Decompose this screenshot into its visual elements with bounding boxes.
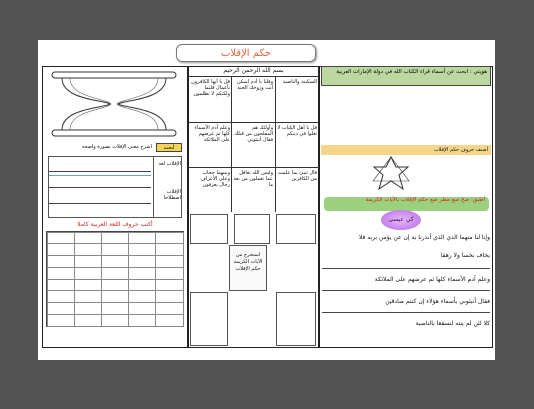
question-box bbox=[321, 66, 491, 86]
text-b-2: وعلم آدم الأسماء كلها ثم عرضهم على الملائكة bbox=[194, 125, 230, 143]
verse-1: وإنا لنا منهما الذي الذي أنذرنا به إن عن يؤمن بربه فلا bbox=[358, 234, 490, 241]
letters-banner bbox=[321, 145, 491, 155]
kaf-label: كي عيسى bbox=[388, 216, 414, 223]
answer-line[interactable] bbox=[49, 203, 151, 204]
explain-box bbox=[229, 245, 267, 291]
divider bbox=[322, 312, 490, 313]
lines-label-2: الإقلاب اصطلاحا bbox=[163, 189, 181, 201]
definition-box bbox=[48, 156, 182, 218]
star-icon bbox=[371, 155, 411, 193]
verse-3: وعلم آدم الأسماء كلها ثم عرضهم على الملائكة bbox=[374, 276, 490, 283]
answer-box[interactable] bbox=[276, 214, 316, 244]
apply-banner bbox=[324, 197, 489, 211]
answer-box[interactable] bbox=[276, 292, 316, 346]
text-b-1: قل يا أيها الكافرون بأعمال قلتما ولكنكم لا تظلمون bbox=[191, 79, 230, 97]
rulings-table bbox=[188, 76, 319, 211]
search-button[interactable] bbox=[156, 143, 182, 152]
worksheet-page bbox=[38, 40, 495, 360]
verse-4: فقال أنبئوني بأسماء هؤلاء إن كنتم صادقين bbox=[385, 298, 490, 305]
letters-label: أصنف حروف حكم الإقلاب bbox=[433, 147, 488, 153]
verse-list bbox=[322, 234, 490, 346]
question-text: هويتي : ابحث عن أسماء قراء الكتاب الله في دولة الإمارات العربية bbox=[336, 69, 487, 75]
divider bbox=[322, 268, 490, 269]
answer-line[interactable] bbox=[49, 171, 151, 172]
hourglass-icon bbox=[48, 70, 180, 138]
explain-label: اشرح معنى الإقلاب بصورة واضحة bbox=[81, 144, 152, 150]
write-prompt bbox=[48, 220, 182, 230]
text-a-3: وليس الله بغافل عما تعملون من بعد ما bbox=[233, 170, 273, 188]
search-button-label: أبحث bbox=[163, 145, 175, 151]
apply-banner-text: أطبق: صح ضع مطر ضع حكم الإقلاب بالآيات الكريمة bbox=[365, 197, 485, 203]
write-prompt-text: أكتب حروف اللغة العربية كاملا bbox=[77, 221, 153, 228]
answer-line[interactable] bbox=[49, 175, 151, 176]
text-b-3: وبينهما حجاب وعلى الأعراف رجال يعرفون bbox=[200, 170, 230, 188]
basmala: بسم الله الرحمن الرحيم bbox=[223, 67, 284, 74]
ruling-1: السكينة والناصية bbox=[282, 79, 317, 85]
ruling-3: قال تنبئ بما علمت من الكافرين bbox=[277, 170, 317, 182]
text-a-1: وقلنا يا آدم اسكن أنت وزوجك الجنة bbox=[236, 79, 273, 91]
answer-line[interactable] bbox=[49, 187, 151, 188]
page-title: حكم الإقلاب bbox=[176, 44, 316, 62]
answer-box[interactable] bbox=[190, 214, 228, 244]
letters-grid[interactable] bbox=[46, 231, 184, 327]
lines-label-1: الإقلاب لغة bbox=[158, 161, 181, 167]
explain-box-text: استخرج من الآيات الكريمة حكم الإقلاب bbox=[233, 252, 263, 272]
ruling-2: قل يا أهل الكتاب لا تغلوا في دينكم bbox=[277, 125, 317, 137]
text-a-2: وأولئك هم المفلحون من قبلك فقال أنبئوني bbox=[234, 125, 273, 143]
answer-box[interactable] bbox=[234, 214, 270, 244]
divider bbox=[322, 290, 490, 291]
kaf-bubble bbox=[381, 210, 421, 230]
answer-box[interactable] bbox=[190, 292, 228, 346]
verse-2: يخاف بخسا ولا رهقا bbox=[440, 252, 490, 259]
verse-5: كلا لئن لم ينته لنسفعا بالناصية bbox=[415, 320, 490, 327]
